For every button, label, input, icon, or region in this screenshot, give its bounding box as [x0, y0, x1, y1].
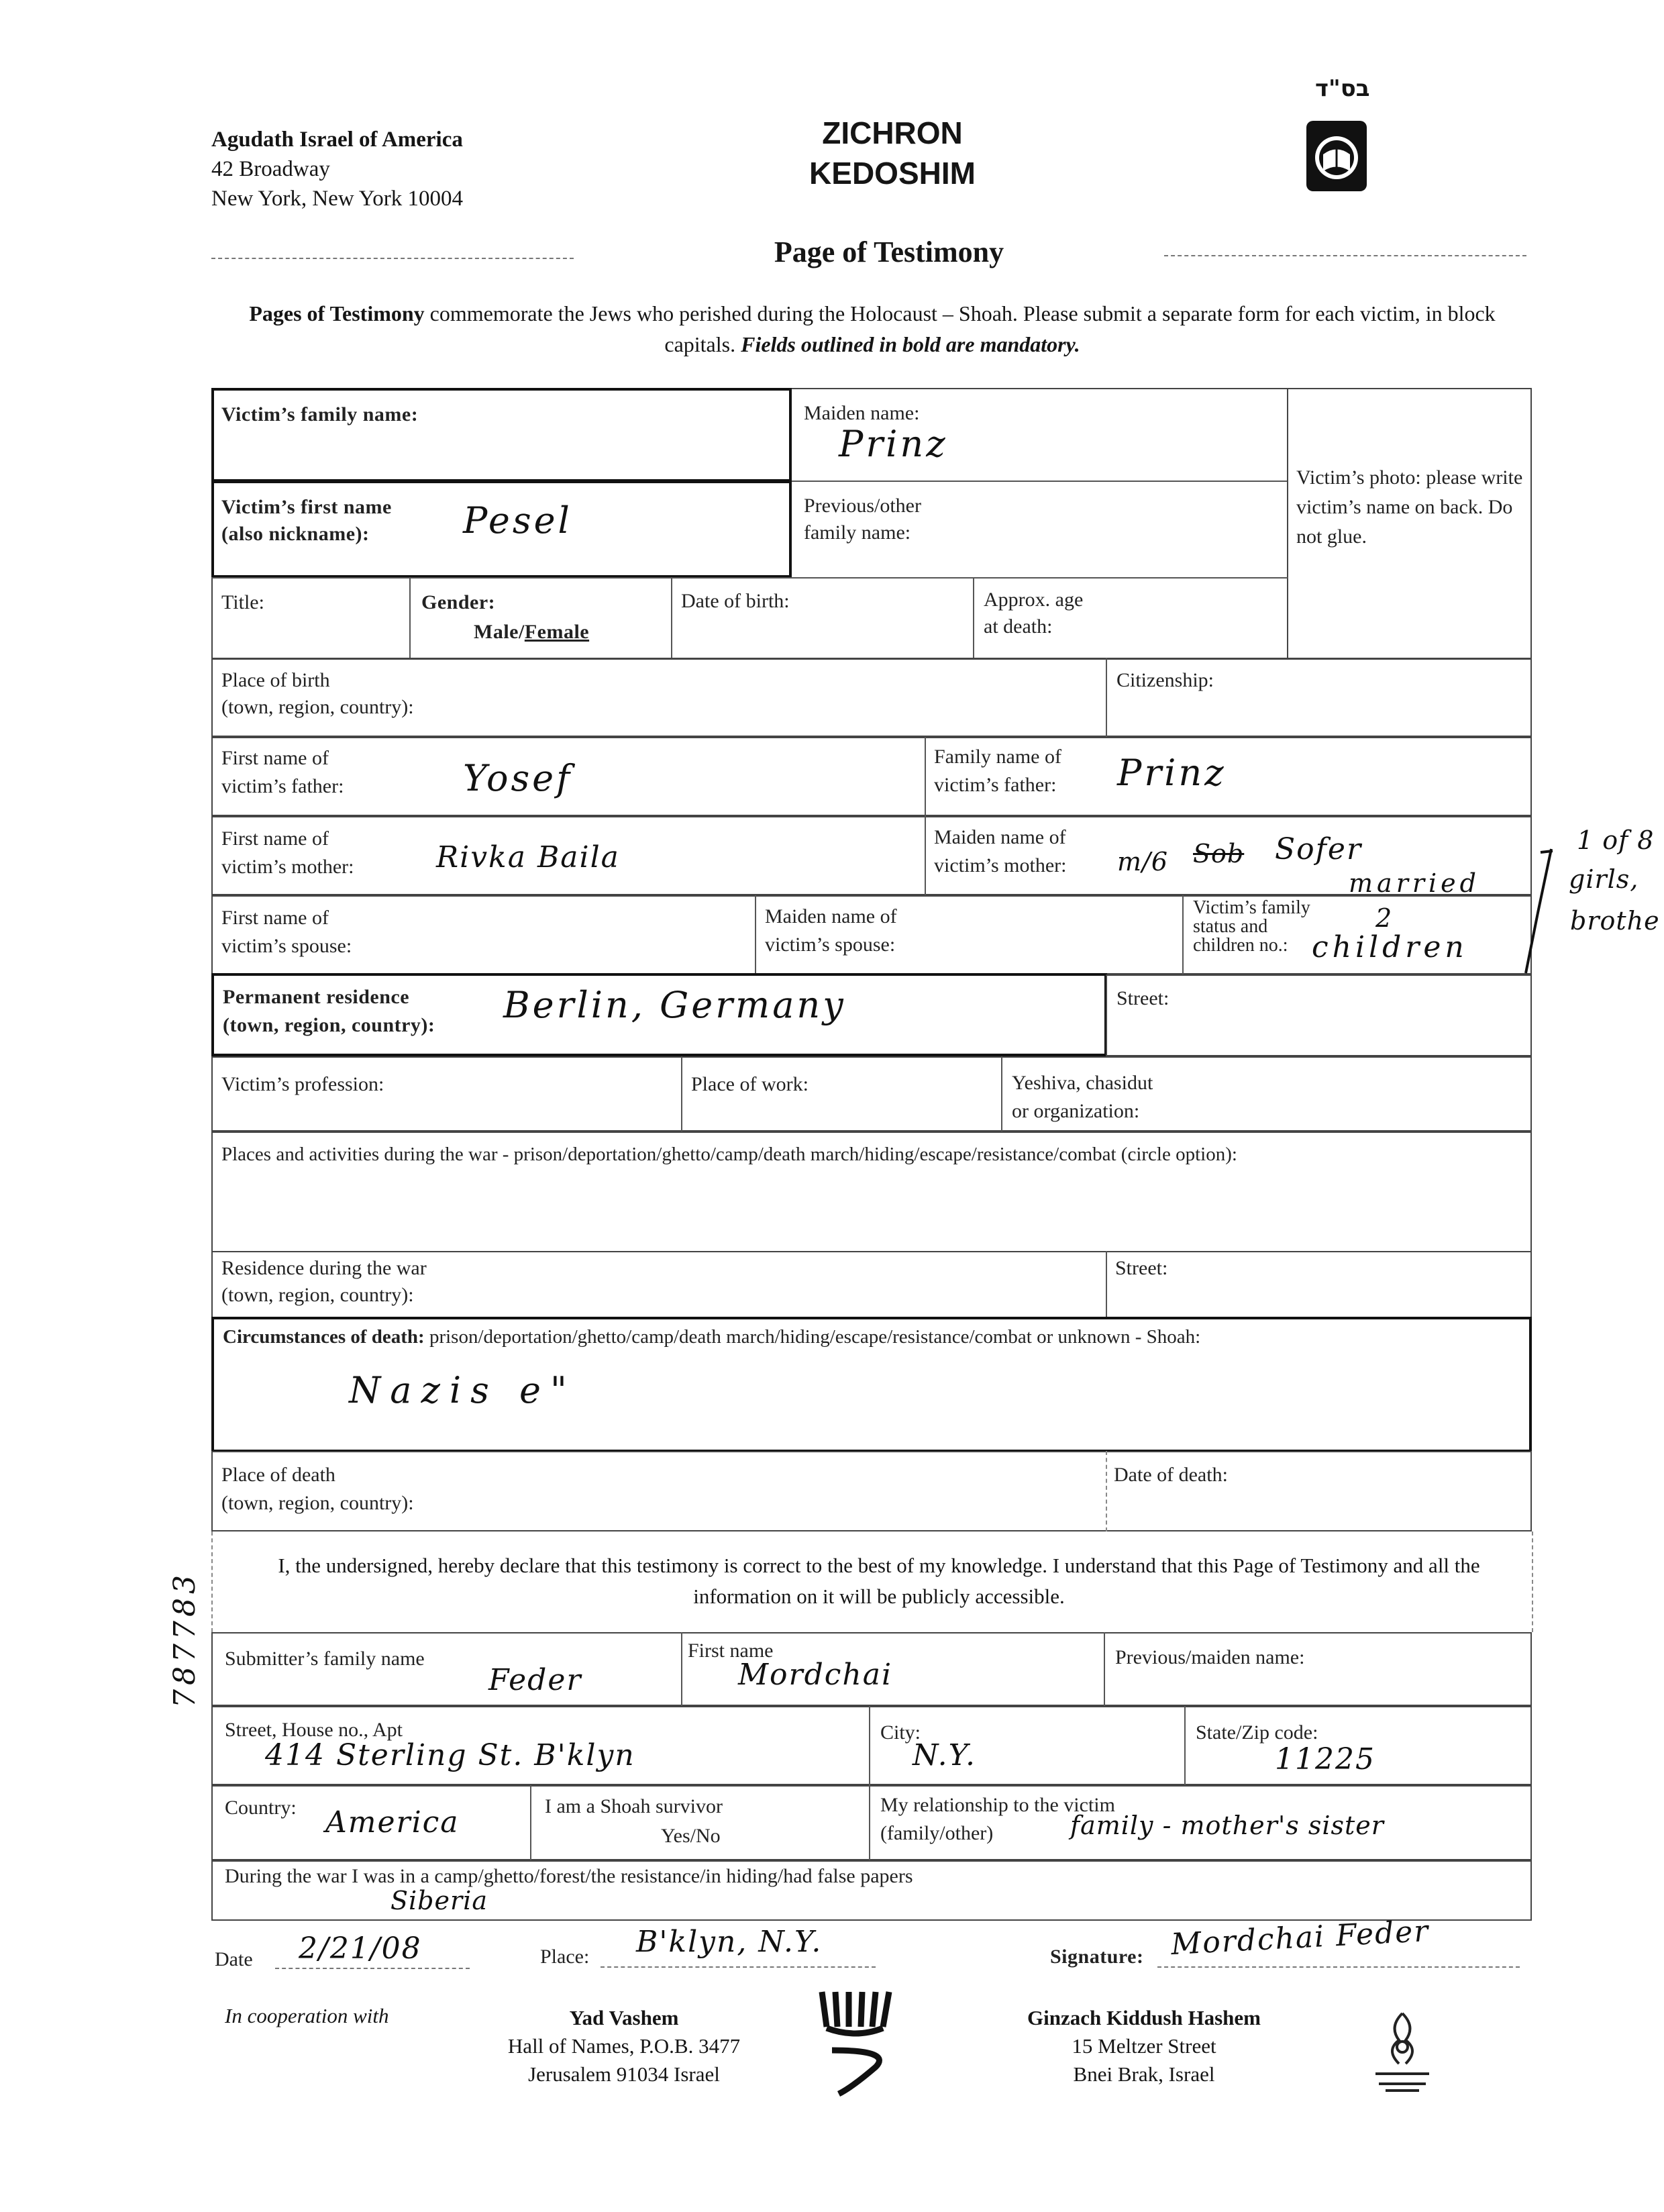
- divider: [1182, 895, 1184, 974]
- ginzach-emblem-icon: [1362, 2007, 1443, 2101]
- intro-body: commemorate the Jews who perished during the Holocaust – Shoah. Please submit a separate form for each victim, in block capitals.: [424, 301, 1496, 356]
- submitter-war-label: During the war I was in a camp/ghetto/forest/the resistance/in hiding/had false papers: [225, 1865, 913, 1887]
- birthplace-label-2: (town, region, country):: [221, 696, 414, 718]
- residence-label-2: (town, region, country):: [223, 1014, 435, 1036]
- divider: [1106, 1451, 1107, 1531]
- death-circ-label-rest: prison/deportation/ghetto/camp/death march/hiding/escape/resistance/combat or unknown - Shoah:: [424, 1326, 1201, 1348]
- survivor-label: I am a Shoah survivor: [545, 1795, 723, 1817]
- yeshiva-label-1: Yeshiva, chasidut: [1012, 1072, 1153, 1094]
- spouse-maiden-label-1: Maiden name of: [765, 905, 897, 927]
- father-family-label-1: Family name of: [934, 746, 1061, 768]
- place-label: Place:: [540, 1946, 590, 1968]
- gkh-name: Ginzach Kiddush Hashem: [1027, 2006, 1261, 2029]
- divider: [681, 1632, 682, 1706]
- signature-value[interactable]: Mordchai Feder: [1169, 1913, 1431, 1962]
- profession-row: [211, 1056, 1532, 1132]
- gender-label: Gender:: [421, 591, 496, 613]
- intro-text: [215, 298, 1530, 360]
- margin-note-1: 1 of 8: [1577, 825, 1655, 855]
- citizenship-label: Citizenship:: [1116, 669, 1214, 691]
- father-first-label-2: victim’s father:: [221, 775, 344, 797]
- father-family-value[interactable]: Prinz: [1117, 752, 1227, 794]
- relation-value[interactable]: family - mother's sister: [1070, 1811, 1384, 1840]
- org-address-2: New York, New York 10004: [211, 187, 463, 211]
- yad-vashem-block: [463, 2004, 785, 2089]
- date-line: [275, 1968, 470, 1969]
- war-res-label-2: (town, region, country):: [221, 1284, 414, 1306]
- submitter-first-label: First name: [688, 1640, 774, 1662]
- submitter-side-number: 787783: [168, 1571, 202, 1708]
- divider: [973, 577, 974, 658]
- age-label-1: Approx. age: [984, 589, 1084, 611]
- margin-bracket-icon: [1518, 846, 1558, 980]
- title-label: Title:: [221, 591, 264, 613]
- divider: [1184, 1706, 1186, 1785]
- first-name-value[interactable]: Pesel: [463, 499, 572, 542]
- signature-label: Signature:: [1050, 1946, 1144, 1968]
- submitter-family-value[interactable]: Feder: [488, 1663, 582, 1697]
- mother-maiden-label-2: victim’s mother:: [934, 854, 1067, 876]
- submitter-country-label: Country:: [225, 1797, 297, 1819]
- gkh-addr-2: Bnei Brak, Israel: [1073, 2062, 1215, 2086]
- form-title: [705, 113, 1080, 193]
- first-name-label-1: Victim’s first name: [221, 496, 392, 518]
- mother-maiden-label-1: Maiden name of: [934, 826, 1066, 848]
- photo-instructions: Victim’s photo: please write victim’s name on back. Do not glue.: [1296, 466, 1523, 548]
- divider: [211, 1531, 213, 1632]
- divider: [1106, 1251, 1107, 1318]
- page-title: Page of Testimony: [774, 236, 1004, 268]
- profession-label: Victim’s profession:: [221, 1073, 384, 1095]
- margin-note-3: brothe: [1570, 906, 1660, 936]
- prev-family-label-1: Previous/other: [804, 495, 921, 517]
- gender-options[interactable]: [474, 619, 589, 646]
- age-label-2: at death:: [984, 615, 1053, 638]
- intro-emphasis: Fields outlined in bold are mandatory.: [741, 332, 1080, 356]
- first-name-label-2: (also nickname):: [221, 523, 370, 545]
- date-value[interactable]: 2/21/08: [299, 1931, 422, 1966]
- maiden-name-label: Maiden name:: [804, 402, 920, 424]
- submitter-street-value[interactable]: 414 Sterling St. B'klyn: [265, 1738, 635, 1772]
- submitter-zip-label: State/Zip code:: [1196, 1721, 1318, 1744]
- family-status-children-count[interactable]: 2: [1375, 903, 1393, 933]
- gender-male[interactable]: Male/: [474, 621, 525, 643]
- family-status-label-2: status and: [1193, 916, 1268, 937]
- family-status-label-1: Victim’s family: [1193, 897, 1310, 918]
- margin-note-2: girls,: [1569, 864, 1639, 894]
- survivor-options[interactable]: Yes/No: [661, 1825, 721, 1847]
- death-circ-label-bold: Circumstances of death:: [223, 1326, 425, 1348]
- gender-female[interactable]: Female: [524, 621, 590, 643]
- ginzach-block: [976, 2004, 1312, 2089]
- org-name: Agudath Israel of America: [211, 128, 463, 152]
- father-row: [211, 737, 1532, 816]
- divider: [925, 816, 926, 895]
- submitter-street-label: Street, House no., Apt: [225, 1719, 403, 1741]
- father-first-label-1: First name of: [221, 747, 329, 769]
- maiden-name-value[interactable]: Prinz: [839, 423, 948, 465]
- divider: [1106, 658, 1107, 737]
- submitter-war-value[interactable]: Siberia: [391, 1886, 488, 1915]
- submitter-country-value[interactable]: America: [325, 1805, 460, 1840]
- spouse-maiden-label-2: victim’s spouse:: [765, 934, 896, 956]
- divider: [792, 481, 1288, 482]
- divider: [1104, 1632, 1105, 1706]
- title-rule-left: [211, 258, 574, 259]
- divider: [1532, 1531, 1533, 1632]
- residence-value[interactable]: Berlin, Germany: [503, 984, 846, 1026]
- yeshiva-label-2: or organization:: [1012, 1100, 1140, 1122]
- war-res-label-1: Residence during the war: [221, 1257, 427, 1279]
- family-name-label: Victim’s family name:: [221, 403, 419, 425]
- title-line-1: ZICHRON: [822, 115, 963, 150]
- divider: [755, 895, 756, 974]
- date-label: Date: [215, 1948, 253, 1970]
- war-street-label: Street:: [1115, 1257, 1168, 1279]
- yv-name: Yad Vashem: [569, 2006, 679, 2029]
- org-address-1: 42 Broadway: [211, 157, 330, 181]
- mother-first-label-1: First name of: [221, 827, 329, 850]
- birthplace-label-1: Place of birth: [221, 669, 330, 691]
- mother-maiden-struck[interactable]: Sob: [1193, 839, 1245, 868]
- spouse-first-label-1: First name of: [221, 907, 329, 929]
- divider: [681, 1056, 682, 1132]
- spouse-first-label-2: victim’s spouse:: [221, 935, 352, 957]
- divider: [409, 577, 411, 658]
- mother-maiden-prefix[interactable]: m/6: [1117, 847, 1169, 876]
- wartime-label: Places and activities during the war - prison/deportation/ghetto/camp/death march/hiding/escape/resistance/combat (circle option):: [221, 1144, 1237, 1165]
- death-circ-label: [223, 1323, 1200, 1350]
- intro-lead: Pages of Testimony: [249, 301, 425, 325]
- gkh-addr-1: 15 Meltzer Street: [1072, 2034, 1216, 2058]
- coop-text: In cooperation with: [225, 2004, 389, 2027]
- work-label: Place of work:: [691, 1073, 809, 1095]
- emblem-logo-icon: [1303, 107, 1370, 195]
- street-label: Street:: [1116, 987, 1169, 1009]
- family-status-children[interactable]: children: [1312, 930, 1468, 964]
- yad-vashem-menorah-icon: [812, 1987, 906, 2101]
- signature-line: [1157, 1966, 1520, 1968]
- divider: [1001, 1056, 1002, 1132]
- divider: [671, 577, 672, 658]
- death-place-label-2: (town, region, country):: [221, 1492, 414, 1514]
- relation-label-2: (family/other): [880, 1822, 994, 1844]
- family-status-label-3: children no.:: [1193, 935, 1288, 956]
- divider: [211, 577, 1288, 579]
- submitter-city-label: City:: [880, 1721, 921, 1744]
- prev-family-label-2: family name:: [804, 521, 911, 544]
- submitter-prev-label: Previous/maiden name:: [1115, 1646, 1305, 1668]
- mother-first-label-2: victim’s mother:: [221, 856, 354, 878]
- residence-label-1: Permanent residence: [223, 986, 410, 1008]
- mother-maiden-value[interactable]: Sofer: [1275, 832, 1362, 866]
- submitter-family-label: Submitter’s family name: [225, 1648, 425, 1670]
- place-value[interactable]: B'klyn, N.Y.: [636, 1925, 823, 1959]
- dob-label: Date of birth:: [681, 590, 790, 612]
- divider: [869, 1785, 870, 1860]
- relation-label-1: My relationship to the victim: [880, 1794, 1115, 1816]
- title-rule-right: [1164, 255, 1526, 256]
- yv-addr-1: Hall of Names, P.O.B. 3477: [507, 2034, 741, 2058]
- place-line: [601, 1966, 876, 1968]
- death-date-label: Date of death:: [1114, 1464, 1228, 1486]
- divider: [869, 1706, 870, 1785]
- yv-addr-2: Jerusalem 91034 Israel: [528, 2062, 720, 2086]
- bsd-mark: בס"ד: [1315, 75, 1370, 102]
- submitter-first-value[interactable]: Mordchai: [738, 1658, 893, 1692]
- death-place-label-1: Place of death: [221, 1464, 335, 1486]
- divider: [925, 737, 926, 816]
- family-status-married[interactable]: married: [1349, 868, 1480, 898]
- org-block: [211, 125, 463, 213]
- street-box[interactable]: [1106, 974, 1532, 1056]
- divider: [530, 1785, 531, 1860]
- father-family-label-2: victim’s father:: [934, 774, 1057, 796]
- father-first-value[interactable]: Yosef: [463, 757, 573, 799]
- title-line-2: KEDOSHIM: [809, 156, 976, 191]
- declaration: I, the undersigned, hereby declare that this testimony is correct to the best of my knowledge. I understand that this Page of Testimony and all the information on it will be publicly accessible.: [278, 1554, 1480, 1608]
- mother-first-value[interactable]: Rivka Baila: [436, 840, 620, 874]
- submitter-city-value[interactable]: N.Y.: [913, 1738, 977, 1772]
- death-circ-value[interactable]: Nazis e": [349, 1369, 576, 1411]
- submitter-zip-value[interactable]: 11225: [1275, 1742, 1375, 1776]
